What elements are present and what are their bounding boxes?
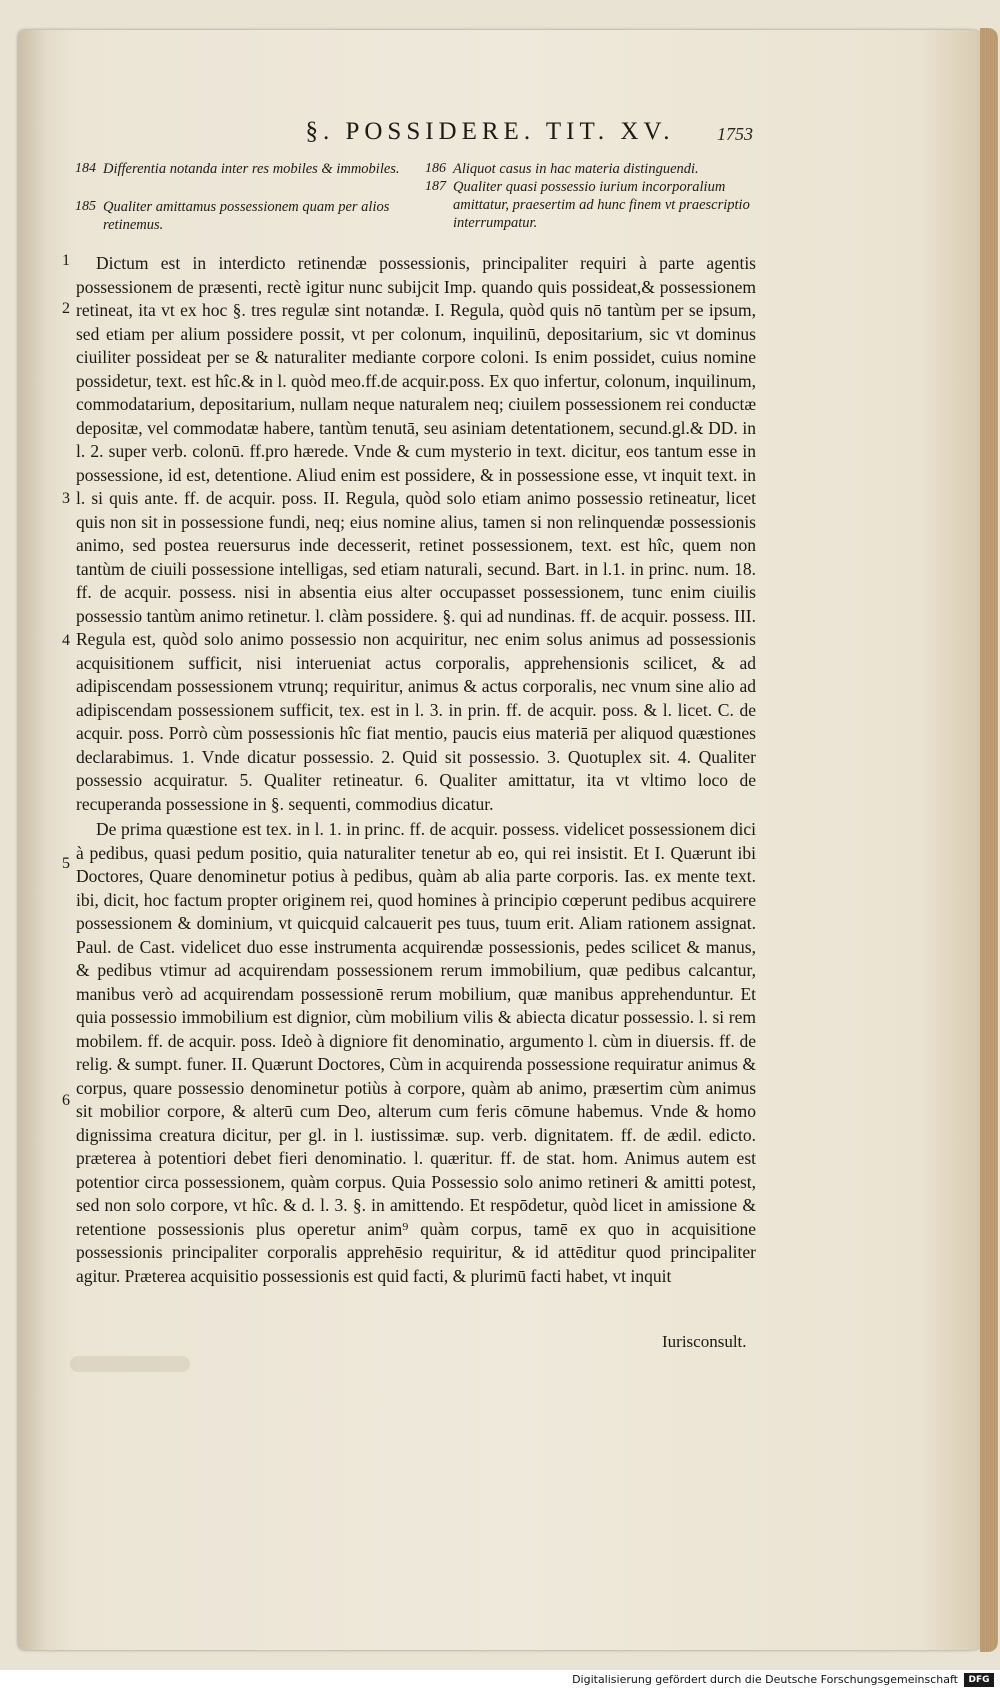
margin-number: 2 [62,300,70,317]
summary-item [75,198,415,234]
summary-number: 186 [425,161,446,176]
page-number: 1753 [717,124,753,144]
offset-stain [70,1356,190,1372]
margin-number: 1 [62,252,70,269]
book-fore-edge [980,28,998,1652]
catchword: Iurisconsult. [662,1332,747,1351]
summary-text: Aliquot casus in hac materia distinguendi. [453,161,699,177]
summary-item [425,160,765,178]
funding-credit: Digitalisierung gefördert durch die Deutsche Forschungsgemeinschaft [572,1673,958,1686]
summary-number: 185 [75,199,96,214]
paragraph: Dictum est in interdicto retinendæ possessionis, principaliter requiri à parte agentis possessionem de præsenti, rectè igitur nunc subijcit Imp. quando quis possideat,& possessionem retineat, ita vt ex hoc §. tres regulæ sint notandæ. I. Regula, quòd quis nō tantùm per se ipsum, sed etiam per alium possidere possit, vt per colonum, inquilinū, depositarium, sic vt dominus ciuiliter possideat per se & naturaliter mediante corpore coloni. Is enim possidet, cuius nomine possidetur, text. est hîc.& in l. quòd meo.ff.de acquir.poss. Ex quo infertur, colonum, inquilinum, commodatarium, depositarium, nullam neque naturalem neq; ciuilem possessionem rei conductæ depositæ, vel commodatæ habere, tantùm tenutā, seu asiniam detentationem, secund.gl.& DD. in l. 2. super verb. colonū. ff.pro hærede. Vnde & cum mysterio in text. dicitur, eos tantum esse in possessione, id est, detentione. Aliud enim est possidere, & in possessione esse, vt inquit text. in l. si quis ante. ff. de acquir. poss. II. Regula, quòd solo etiam animo possessio retineatur, licet quis non sit in possessione fundi, neq; eius nomine alius, tamen si non relinquendæ possessionis animo, sed postea reuersurus inde decesserit, retinet possessionem, text. est hîc, quem non tantùm de ciuili possessione intelligas, sed etiam naturali, secund. Bart. in l.1. in princ. num. 18. ff. de acquir. possess. nisi in absentia eius alter occupasset possessionem, tunc enim ciuilis possessio tantùm animo retinetur. l. clàm possidere. §. qui ad nundinas. ff. de acquir. possess. III. Regula est, quòd solo animo possessio non acquiritur, nec enim solus animus ad possessionis acquisitionem sufficit, nisi interueniat actus corporalis, apprehensionis scilicet, & ad adipiscendam possessionem vtrunq; requiritur, animus & actus corporalis, nec vnum sine alio ad adipiscendam possessionem sufficit, tex. est in l. 3. in prin. ff. de acquir. poss. & l. licet. C. de acquir. poss. Porrò cùm possessionis hîc fiat mentio, paucis eius materiā per aliquod quæstiones declarabimus. 1. Vnde dicatur possessio. 2. Quid sit possessio. 3. Quotuplex sit. 4. Qualiter possessio acquiratur. 5. Qualiter retineatur. 6. Qualiter amittatur, ita vt vltimo loco de recuperanda possessione in §. sequenti, commodius dicatur. [76,253,756,814]
body-text [76,252,756,1288]
summary-item [425,178,765,232]
paragraph: De prima quæstione est tex. in l. 1. in princ. ff. de acquir. possess. videlicet possessionem dici à pedibus, quasi pedum positio, quia naturaliter tenetur ab eo, qui rei insistit. Et I. Quærunt ibi Doctores, Quare denominetur potius à pedibus, quàm ab alia parte corporis. Ias. ex mente text. ibi, dicit, hoc factum propter originem rei, quod homines à principio cœperunt pedibus acquirere possessionem & dominium, vt quicquid calcauerit pes tuus, tuum erit. Aliam rationem assignat. Paul. de Cast. videlicet duo esse instrumenta acquirendæ possessionis, pedes scilicet & manus, & pedibus vtimur ad acquirendam possessionem rerum immobilium, quæ pedibus calcantur, manibus verò ad acquirendam possessionē rerum mobilium, quæ manibus apprehenduntur. Et quia possessio immobilium est dignior, cùm mobilium vilis & abiecta dicatur possessio. l. si rem mobilem. ff. de acquir. poss. Ideò à digniore fit denominatio, argumento l. cùm in diuersis. ff. de relig. & sumpt. funer. II. Quærunt Doctores, Cùm in acquirenda possessione requiratur animus & corpus, quare possessio denominetur potiùs à corpore, quàm ab animo, præsertim cùm animus sit mobilior corpore, & alterū cum Deo, alterum cum feris cōmune habemus. Vnde & homo dignissima creatura dicitur, per gl. in l. iustissimæ. sup. verb. dignitatem. ff. de ædil. edicto. præterea à potentiori debet fieri denominatio. l. quæritur. ff. de stat. hom. Animus autem est potentior circa possessionem, quàm corpus. Quia Possessio solo animo retineri & amitti potest, sed non solo corpore, vt hîc. & d. l. 3. §. in amittendo. Et respōdetur, quòd licet in amissione & retentione possessionis plus operetur anim⁹ quàm corpus, tamē ex quo in acquisitione possessionis principaliter corporalis apprehēsio requiritur, & id attēditur quod principaliter agitur. Præterea acquisitio possessionis est quid facti, & plurimū facti habet, vt inquit [76,819,756,1286]
digitization-footer [0,1670,1000,1692]
margin-number: 3 [62,490,70,507]
margin-number: 5 [62,855,70,872]
summary-text: Qualiter quasi possessio iurium incorporalium amittatur, praesertim ad hunc finem vt praescriptio interrumpatur. [453,179,750,231]
running-title: §. POSSIDERE. TIT. XV. [305,118,675,145]
margin-number: 4 [62,632,70,649]
summary-number: 187 [425,179,446,194]
summary-text: Qualiter amittamus possessionem quam per alios retinemus. [103,199,390,233]
margin-number: 6 [62,1092,70,1109]
summary-item [75,160,415,178]
summary-number: 184 [75,161,96,176]
summary-text: Differentia notanda inter res mobiles & immobiles. [103,161,400,177]
dfg-logo: DFG [964,1673,994,1687]
